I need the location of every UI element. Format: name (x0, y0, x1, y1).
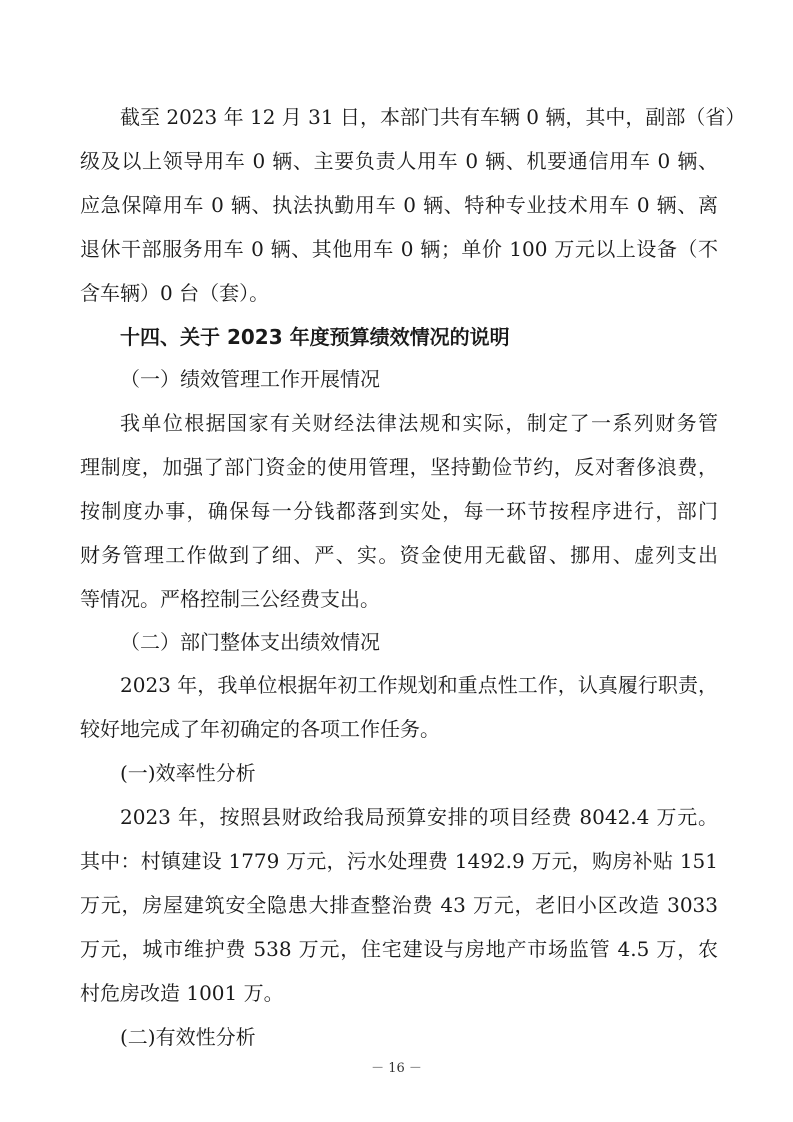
paragraph-vehicles-line-3: 应急保障用车 0 辆、执法执勤用车 0 辆、特种专业技术用车 0 辆、离 (80, 193, 718, 217)
paragraph-efficiency-line-4: 万元，城市维护费 538 万元，住宅建设与房地产市场监管 4.5 万，农 (80, 937, 718, 961)
paragraph-efficiency-line-1: 2023 年，按照县财政给我局预算安排的项目经费 8042.4 万元。 (120, 805, 718, 829)
effectiveness-heading: (二)有效性分析 (120, 1025, 256, 1049)
paragraph-overall-line-2: 较好地完成了年初确定的各项工作任务。 (80, 717, 440, 741)
paragraph-vehicles-line-2: 级及以上领导用车 0 辆、主要负责人用车 0 辆、机要通信用车 0 辆、 (80, 149, 718, 173)
efficiency-heading: (一)效率性分析 (120, 761, 256, 785)
paragraph-vehicles-line-5: 含车辆）0 台（套）。 (80, 281, 270, 305)
section-heading: 十四、关于 2023 年度预算绩效情况的说明 (120, 325, 510, 349)
paragraph-overall-line-1: 2023 年，我单位根据年初工作规划和重点性工作，认真履行职责， (120, 673, 718, 697)
paragraph-efficiency-line-5: 村危房改造 1001 万。 (80, 981, 284, 1005)
paragraph-management-line-3: 按制度办事，确保每一分钱都落到实处，每一环节按程序进行，部门 (80, 499, 718, 523)
paragraph-vehicles-line-4: 退休干部服务用车 0 辆、其他用车 0 辆；单价 100 万元以上设备（不 (80, 237, 718, 261)
paragraph-efficiency-line-3: 万元，房屋建筑安全隐患大排查整治费 43 万元，老旧小区改造 3033 (80, 893, 718, 917)
paragraph-efficiency-line-2: 其中：村镇建设 1779 万元，污水处理费 1492.9 万元，购房补贴 151 (80, 849, 718, 873)
subsection-heading-1: （一）绩效管理工作开展情况 (120, 367, 380, 391)
paragraph-management-line-4: 财务管理工作做到了细、严、实。资金使用无截留、挪用、虚列支出 (80, 543, 718, 567)
page-number: － 16 － (371, 1061, 422, 1076)
paragraph-management-line-1: 我单位根据国家有关财经法律法规和实际，制定了一系列财务管 (120, 411, 718, 435)
paragraph-vehicles-line-1: 截至 2023 年 12 月 31 日，本部门共有车辆 0 辆，其中，副部（省） (120, 105, 746, 129)
paragraph-management-line-2: 理制度，加强了部门资金的使用管理，坚持勤俭节约，反对奢侈浪费， (80, 455, 718, 479)
paragraph-management-line-5: 等情况。严格控制三公经费支出。 (80, 587, 380, 611)
subsection-heading-2: （二）部门整体支出绩效情况 (120, 630, 380, 654)
